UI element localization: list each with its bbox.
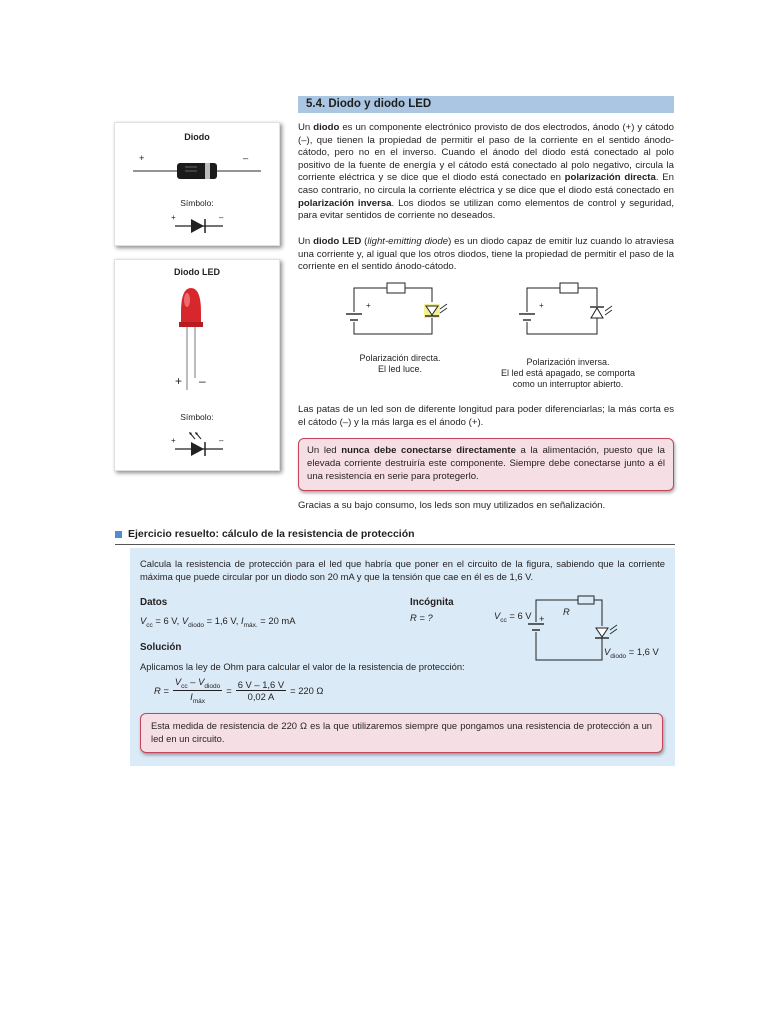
exercise-title: Ejercicio resuelto: cálculo de la resistencia de protección: [128, 528, 415, 540]
p2-text-3: ) es un diodo capaz de emitir luz cuando lo atraviesa una corriente y, al igual que los otros diodos, tiene la propiedad de permitir el paso de la corriente en el sentido ánodo-cátodo.: [298, 236, 674, 273]
ex-circuit-vd-sub: diodo: [610, 652, 627, 660]
led-symbol-icon: [173, 430, 225, 460]
ex-circuit-vd-value: = 1,6 V: [626, 646, 659, 657]
formula-num-s2: diodo: [204, 682, 221, 690]
datos-values: [140, 615, 295, 629]
p1-text-1: Un: [298, 122, 314, 133]
diode-card-title: Diodo: [184, 132, 210, 142]
exercise-callout: [140, 713, 663, 753]
p1-text-3: . En caso contrario, no circula la corriente eléctrica y se dice que el diodo está conectado en: [298, 172, 674, 196]
ex-circuit-vd-symbol: V: [604, 646, 611, 657]
exercise-bullet-icon: [115, 531, 122, 538]
exercise-box: [130, 548, 675, 766]
circuit-inverse-plus: +: [539, 301, 544, 310]
paragraph-diode-intro: [298, 122, 674, 223]
incognita-value: R = ?: [410, 612, 433, 623]
diode-photo-minus: –: [243, 152, 249, 163]
formula-den-s: máx: [192, 697, 205, 705]
circuit-direct-polarization: [340, 282, 452, 352]
formula-numerator-1: [173, 676, 222, 691]
exercise-callout-text: Esta medida de resistencia de 220 Ω es la que utilizaremos siempre que pongamos una resistencia de protección a un led en un circuito.: [151, 720, 652, 744]
p1-text-2: es un componente electrónico provisto de dos electrodos, ánodo (+) y cátodo (–), que tienen la propiedad de permitir el paso de la corriente en el sentido ánodo-cátodo, pero no en el inverso. Cuando el ánodo del diodo está conectado al polo positivo de la fuente de energía y el cátodo está conectado al polo negativo, circula la corriente eléctrica y se dice que el diodo está conectado en: [298, 122, 674, 184]
formula-fraction-1: [173, 676, 222, 705]
callout1-bold: nunca debe conectarse directamente: [341, 445, 516, 456]
circuit-direct-caption: [330, 353, 470, 375]
exercise-header: [115, 528, 675, 545]
ex-circuit-vcc-value: = 6 V: [506, 610, 532, 621]
formula-numerator-2: 6 V – 1,6 V: [237, 678, 285, 690]
led-symbol-plus: +: [171, 436, 176, 445]
p1-bold-polarizacion-directa: polarización directa: [564, 172, 656, 184]
circuit-direct-caption-line2: El led luce.: [377, 364, 423, 374]
formula-den-i: I: [190, 690, 193, 702]
datos-im-value: = 20 mA: [257, 615, 296, 626]
formula-fraction-2: [236, 679, 286, 702]
datos-vd-sub: diodo: [188, 621, 205, 629]
formula-num-v2: V: [198, 675, 205, 687]
exercise-circuit-vcc: [494, 610, 532, 624]
led-symbol-minus: –: [219, 436, 224, 445]
warning-callout-text: [307, 444, 665, 483]
datos-title: Datos: [140, 597, 168, 608]
circuit-inverse-polarization: [513, 282, 625, 352]
diode-symbol-minus: –: [219, 213, 224, 222]
diode-card: [114, 122, 280, 246]
p2-text-1: Un: [298, 236, 314, 247]
solucion-text: Aplicamos la ley de Ohm para calcular el valor de la resistencia de protección:: [140, 661, 465, 672]
led-photo-minus: –: [199, 374, 206, 388]
formula-denominator-2: 0,02 A: [247, 690, 275, 702]
ex-circuit-vcc-sub: cc: [500, 616, 507, 624]
exercise-statement: Calcula la resistencia de protección para el led que habría que poner en el circuito de la figura, sabiendo que la corriente máxima que puede circular por un diodo son 20 mA y que la tensión que cae en él es de 1,6 V.: [140, 558, 665, 582]
exercise-circuit-vd: [604, 646, 659, 660]
circuit-inverse-caption: [478, 357, 658, 390]
diode-photo-plus: +: [139, 152, 145, 163]
diode-symbol-plus: +: [171, 213, 176, 222]
solucion-title: Solución: [140, 642, 182, 653]
formula-denominator-1: [190, 691, 205, 705]
formula-r: R =: [154, 684, 169, 696]
datos-vcc-sub: cc: [146, 621, 153, 629]
formula-eq1: =: [226, 684, 232, 696]
circuit-inverse-caption-line3: como un interruptor abierto.: [512, 379, 624, 389]
p2-bold-diodo-led: diodo LED: [313, 236, 362, 247]
led-symbol-label: Símbolo:: [180, 412, 214, 422]
ex-circuit-vcc-symbol: V: [494, 610, 501, 621]
p1-bold-diodo: diodo: [313, 122, 340, 133]
datos-vd-value: = 1,6 V,: [204, 615, 241, 626]
p2-text-2: (: [361, 236, 368, 247]
led-card: [114, 259, 280, 471]
datos-vcc-value: = 6 V,: [152, 615, 182, 626]
circuit-direct-plus: +: [366, 301, 371, 310]
datos-im-sub: máx.: [243, 621, 258, 629]
datos-im-symbol: I: [240, 615, 244, 626]
callout1-text-2: a la alimentación, puesto que la elevada corriente destruiría este componente. Siempre debe conectarse junto a él una resistencia en serie para protegerlo.: [307, 445, 665, 482]
exercise-circuit-plus: +: [539, 613, 545, 624]
diode-symbol-icon: [173, 215, 225, 237]
ohm-formula: [154, 674, 323, 706]
formula-num-minus: –: [187, 675, 199, 687]
datos-vcc-symbol: V: [140, 615, 147, 626]
circuit-inverse-caption-line2: El led está apagado, se comporta: [500, 368, 636, 378]
paragraph-led-usage: Gracias a su bajo consumo, los leds son muy utilizados en señalización.: [298, 500, 606, 511]
formula-num-v1: V: [174, 675, 182, 687]
formula-result: = 220 Ω: [290, 684, 324, 696]
formula-num-s1: cc: [181, 682, 188, 690]
paragraph-led-legs: Las patas de un led son de diferente longitud para poder diferenciarlas; la más corta es el cátodo (–) y la más larga es el ánodo (+).: [298, 404, 674, 428]
p2-italic-light-emitting: light-emitting diode: [367, 236, 449, 247]
led-card-title: Diodo LED: [174, 267, 220, 277]
warning-callout: [298, 438, 674, 491]
section-title: 5.4. Diodo y diodo LED: [298, 96, 674, 113]
circuit-direct-caption-line1: Polarización directa.: [359, 353, 441, 363]
circuit-inverse-caption-line1: Polarización inversa.: [526, 357, 610, 367]
incognita-title: Incógnita: [410, 597, 454, 608]
led-photo-plus: +: [175, 374, 183, 388]
exercise-circuit-r: R: [563, 606, 570, 617]
paragraph-led-intro: [298, 236, 674, 274]
p1-text-4: . Los diodos se utilizan como elementos de control y seguridad, para evitar sentidos de corriente no deseados.: [298, 197, 675, 222]
diode-symbol-label: Símbolo:: [180, 198, 214, 208]
callout1-text-1: Un led: [307, 445, 342, 456]
datos-vd-symbol: V: [181, 615, 189, 626]
p1-bold-polarizacion-inversa: polarización inversa: [298, 197, 392, 209]
